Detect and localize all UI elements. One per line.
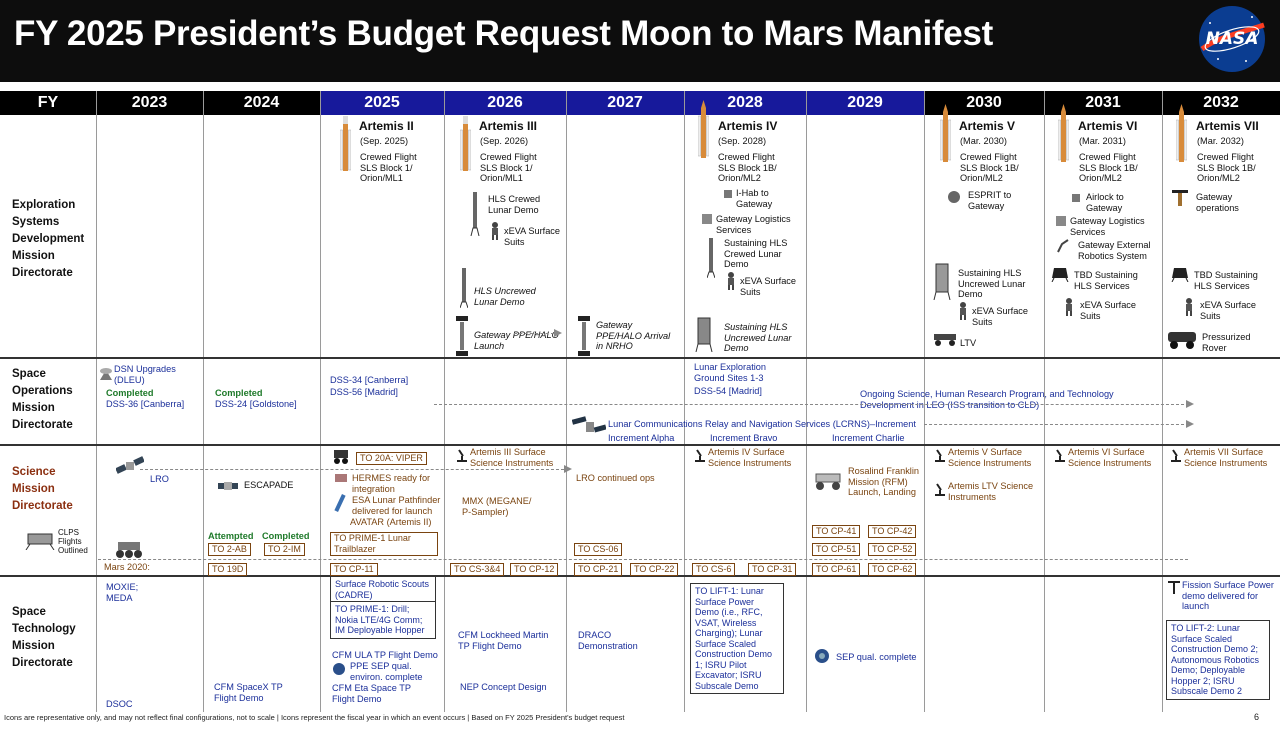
- cfm-spacex: CFM SpaceX TP Flight Demo: [214, 682, 283, 703]
- nasa-logo-icon: [1196, 3, 1268, 75]
- rover-icon: [1166, 330, 1198, 350]
- gateway-icon: [456, 316, 468, 356]
- microscope-icon: [934, 448, 946, 462]
- clps-flights-outlined: CLPS Flights Outlined: [58, 528, 88, 555]
- row-label-somd: Space Operations Mission Directorate: [12, 368, 73, 431]
- artemis-ii-date: (Sep. 2025): [360, 136, 409, 146]
- arrow-icon: [554, 329, 562, 337]
- sls-rocket-icon: [1058, 104, 1069, 164]
- spacesuit-icon: [1184, 298, 1194, 316]
- pressurized-rover: Pressurized Rover: [1202, 332, 1251, 353]
- draco: DRACO Demonstration: [578, 630, 638, 651]
- lander-icon: [460, 268, 468, 308]
- artemis-vi-desc: Crewed Flight SLS Block 1B/ Orion/ML2: [1079, 152, 1138, 183]
- microscope-icon: [934, 482, 946, 496]
- iss-timeline-line: [434, 404, 1184, 405]
- lander-icon: [707, 238, 715, 278]
- artemis-iii-name: Artemis III: [479, 119, 538, 133]
- arrow-icon: [564, 465, 572, 473]
- sls-rocket-icon: [698, 100, 709, 160]
- escapade: ESCAPADE: [244, 480, 294, 490]
- reactor-icon: [1168, 580, 1180, 594]
- row-label-stmd: Space Technology Mission Directorate: [12, 606, 76, 669]
- column-divider: [684, 91, 685, 712]
- spacecraft-icon: [218, 480, 238, 492]
- rover-icon: [114, 536, 144, 560]
- gateway-arrow-line: [514, 333, 554, 334]
- fission-surface-power: Fission Surface Power demo delivered for launch: [1182, 580, 1274, 611]
- column-divider: [203, 91, 204, 712]
- sustaining-hls-crewed: Sustaining HLS Crewed Lunar Demo: [724, 238, 788, 269]
- artemis-ltv-instruments: Artemis LTV Science Instruments: [948, 481, 1034, 502]
- completed-label-2023: Completed: [106, 388, 154, 398]
- xeva-surface-suits-2032: xEVA Surface Suits: [1200, 300, 1257, 321]
- artemis-iv-desc: Crewed Flight SLS Block 1B/ Orion/ML2: [718, 152, 777, 183]
- ltv: LTV: [960, 338, 977, 348]
- cargo-icon: [700, 212, 714, 226]
- artemis-vi-date: (Mar. 2031): [1079, 136, 1126, 146]
- spacesuit-icon: [490, 222, 500, 240]
- completed-label-2024: Completed: [215, 388, 263, 398]
- ppe-sep: PPE SEP qual. environ. complete: [350, 661, 423, 682]
- dss-34: DSS-34 [Canberra]: [330, 375, 409, 385]
- artemis-vii-date: (Mar. 2032): [1197, 136, 1244, 146]
- lift2-box: TO LIFT-2: Lunar Surface Scaled Construction Demo 2; Autonomous Robotics Demo; Deployable Hopper 2; ISRU Subscale Demo 2: [1166, 620, 1270, 700]
- module-icon: [946, 190, 962, 204]
- spacesuit-icon: [726, 272, 736, 290]
- tag-to-cp-31: TO CP-31: [748, 563, 796, 576]
- artemis-v-name: Artemis V: [959, 119, 1016, 133]
- svg-text:NASA: NASA: [1205, 29, 1259, 49]
- sep-thruster-icon: [332, 662, 346, 676]
- header-year-2031: 2031: [1044, 91, 1162, 115]
- artemis-vii-desc: Crewed Flight SLS Block 1B/ Orion/ML2: [1197, 152, 1256, 183]
- attempted-label: Attempted: [208, 531, 254, 541]
- page-number: 6: [1254, 712, 1260, 722]
- row-label-smd: Science Mission Directorate: [12, 466, 73, 512]
- module-icon: [1070, 192, 1082, 204]
- tag-to-2ab: TO 2-AB: [208, 543, 251, 556]
- sls-rocket-icon: [940, 104, 951, 164]
- lander-icon: [470, 192, 480, 236]
- column-divider: [806, 91, 807, 712]
- tag-to-cp-22: TO CP-22: [630, 563, 678, 576]
- tag-to-cp-52: TO CP-52: [868, 543, 916, 556]
- artemis-iii-instruments: Artemis III Surface Science Instruments: [470, 447, 554, 468]
- header-year-2032: 2032: [1162, 91, 1280, 115]
- prime1-box: TO PRIME-1: Drill; Nokia LTE/4G Comm; IM Deployable Hopper: [330, 601, 436, 639]
- mmx: MMX (MEGANE/ P-Sampler): [462, 496, 532, 517]
- hls-crewed-demo: HLS Crewed Lunar Demo: [488, 194, 541, 215]
- dss-54: DSS-54 [Madrid]: [694, 386, 762, 396]
- artemis-iv-instruments: Artemis IV Surface Science Instruments: [708, 447, 792, 468]
- column-divider: [320, 91, 321, 712]
- artemis-iv-name: Artemis IV: [718, 119, 778, 133]
- increment-bravo: Increment Bravo: [710, 433, 778, 443]
- xeva-surface-suits-2026: xEVA Surface Suits: [504, 226, 561, 247]
- sustaining-hls-uncrewed-2028: Sustaining HLS Uncrewed Lunar Demo: [724, 322, 792, 353]
- header-fy: FY: [0, 91, 96, 115]
- lander-icon: [20, 530, 60, 550]
- increment-alpha: Increment Alpha: [608, 433, 675, 443]
- tag-to-cs-06: TO CS-06: [574, 543, 622, 556]
- sls-rocket-icon: [460, 116, 471, 176]
- artemis-vii-instruments: Artemis VII Surface Science Instruments: [1184, 447, 1268, 468]
- row-divider: [0, 444, 1280, 446]
- tag-to-20a-viper: TO 20A: VIPER: [356, 452, 427, 465]
- lander-icon: [1050, 266, 1070, 282]
- gateway-logistics-2028: Gateway Logistics Services: [716, 214, 791, 235]
- header-year-2030: 2030: [924, 91, 1044, 115]
- lift1-box: TO LIFT-1: Lunar Surface Power Demo (i.e., RFC, VSAT, Wireless Charging); Lunar Surface Scaled Construction Demo 1; ISRU Pilot Excavator; ISRU Subscale Demo: [690, 583, 784, 694]
- lcrns-timeline-line: [924, 424, 1184, 425]
- gateway-arrival: Gateway PPE/HALO Arrival in NRHO: [596, 320, 671, 351]
- lander-icon: [694, 316, 714, 352]
- lunar-ground-sites: Lunar Exploration Ground Sites 1-3: [694, 362, 767, 383]
- instrument-icon: [334, 472, 348, 484]
- tbd-sustaining-2031: TBD Sustaining HLS Services: [1074, 270, 1138, 291]
- increment-charlie: Increment Charlie: [832, 433, 905, 443]
- robot-arm-icon: [1056, 238, 1070, 254]
- tag-to-cp-12: TO CP-12: [510, 563, 558, 576]
- lcrns: Lunar Communications Relay and Navigation Services (LCRNS)–Increment: [608, 419, 916, 429]
- dsn-upgrades: DSN Upgrades (DLEU): [114, 364, 176, 385]
- hls-uncrewed-demo: HLS Uncrewed Lunar Demo: [474, 286, 536, 307]
- rover-icon: [332, 448, 350, 464]
- artemis-vi-name: Artemis VI: [1078, 119, 1138, 133]
- lro: LRO: [150, 474, 169, 484]
- tag-to-cp-11: TO CP-11: [330, 563, 378, 576]
- moxie-meda: MOXIE; MEDA: [106, 582, 139, 603]
- artemis-iii-date: (Sep. 2026): [480, 136, 529, 146]
- artemis-iii-desc: Crewed Flight SLS Block 1/ Orion/ML1: [480, 152, 537, 183]
- mars-2020: Mars 2020:: [104, 562, 150, 572]
- xeva-surface-suits-2031: xEVA Surface Suits: [1080, 300, 1137, 321]
- microscope-icon: [694, 448, 706, 462]
- lro-continued-ops: LRO continued ops: [576, 473, 655, 483]
- tag-to-cp-42: TO CP-42: [868, 525, 916, 538]
- tag-to-cp-41: TO CP-41: [812, 525, 860, 538]
- clps-timeline-line: [98, 559, 1188, 560]
- dss-56: DSS-56 [Madrid]: [330, 387, 398, 397]
- ongoing-iss-science: Ongoing Science, Human Research Program, and Technology Development in LEO (ISS transition to CLD): [860, 389, 1114, 410]
- header-year-2023: 2023: [96, 91, 203, 115]
- cargo-icon: [1054, 214, 1068, 228]
- gateway-icon: [1172, 190, 1188, 208]
- artemis-vii-name: Artemis VII: [1196, 119, 1259, 133]
- module-icon: [722, 188, 734, 200]
- row-divider: [0, 357, 1280, 359]
- dss-36: DSS-36 [Canberra]: [106, 399, 185, 409]
- esa-lunar-pathfinder: ESA Lunar Pathfinder delivered for launch: [352, 495, 441, 516]
- artemis-iv-date: (Sep. 2028): [718, 136, 767, 146]
- relay-satellite-icon: [572, 412, 606, 438]
- tag-to-cp-62: TO CP-62: [868, 563, 916, 576]
- tag-to-cp-21: TO CP-21: [574, 563, 622, 576]
- sep-qual: SEP qual. complete: [836, 652, 917, 662]
- cfm-eta: CFM Eta Space TP Flight Demo: [332, 683, 411, 704]
- cfm-lockheed: CFM Lockheed Martin TP Flight Demo: [458, 630, 549, 651]
- header-year-2027: 2027: [566, 91, 684, 115]
- header-year-2029: 2029: [806, 91, 924, 115]
- ihab-to-gateway: I-Hab to Gateway: [736, 188, 773, 209]
- tag-to-19d: TO 19D: [208, 563, 247, 576]
- manifest-grid: [0, 82, 1280, 712]
- column-divider: [1162, 91, 1163, 712]
- footer-note: Icons are representative only, and may not reflect final configurations, not to scale | Icons represent the fiscal year in which an event occurs | Based on FY 2025 President's budget request: [4, 713, 625, 722]
- title-banner: [0, 0, 1280, 82]
- lander-icon: [1170, 266, 1190, 282]
- tag-to-cp-51: TO CP-51: [812, 543, 860, 556]
- column-divider: [566, 91, 567, 712]
- microscope-icon: [456, 448, 468, 462]
- avatar: AVATAR (Artemis II): [350, 517, 432, 527]
- rover-icon: [932, 332, 958, 346]
- artemis-vi-instruments: Artemis VI Surface Science Instruments: [1068, 447, 1152, 468]
- gateway-launch: Gateway PPE/HALO Launch: [474, 330, 559, 351]
- antenna-icon: [98, 366, 114, 382]
- tag-to-2im: TO 2-IM: [264, 543, 305, 556]
- sep-thruster-icon: [814, 648, 830, 664]
- dsoc: DSOC: [106, 699, 133, 709]
- cfm-ula: CFM ULA TP Flight Demo: [332, 650, 438, 660]
- lander-icon: [932, 262, 952, 300]
- arrow-icon: [1186, 400, 1194, 408]
- tag-to-cs-3-4: TO CS-3&4: [450, 563, 504, 576]
- microscope-icon: [1170, 448, 1182, 462]
- column-divider: [444, 91, 445, 712]
- airlock-to-gateway: Airlock to Gateway: [1086, 192, 1124, 213]
- completed-label-clps: Completed: [262, 531, 310, 541]
- lro-timeline-line: [140, 469, 564, 470]
- satellite-icon: [334, 494, 346, 512]
- tag-to-cs-6: TO CS-6: [692, 563, 735, 576]
- gateway-icon: [578, 316, 590, 356]
- gateway-external-robotics: Gateway External Robotics System: [1078, 240, 1151, 261]
- spacesuit-icon: [958, 302, 968, 320]
- dss-24: DSS-24 [Goldstone]: [215, 399, 297, 409]
- artemis-v-desc: Crewed Flight SLS Block 1B/ Orion/ML2: [960, 152, 1019, 183]
- artemis-ii-name: Artemis II: [359, 119, 414, 133]
- sustaining-hls-uncrewed-2030: Sustaining HLS Uncrewed Lunar Demo: [958, 268, 1026, 299]
- sls-rocket-icon: [340, 116, 351, 176]
- header-year-2028: 2028: [684, 91, 806, 115]
- header-year-2025: 2025: [320, 91, 444, 115]
- header-year-2026: 2026: [444, 91, 566, 115]
- cadre-box: Surface Robotic Scouts (CADRE): [330, 576, 436, 603]
- satellite-icon: [116, 456, 144, 476]
- page-title: FY 2025 President’s Budget Request Moon to Mars Manifest: [14, 14, 993, 53]
- tag-to-prime-1: TO PRIME-1 Lunar Trailblazer: [330, 532, 438, 556]
- gateway-operations: Gateway operations: [1196, 192, 1239, 213]
- rosalind-franklin: Rosalind Franklin Mission (RFM) Launch, Landing: [848, 466, 919, 497]
- esprit-to-gateway: ESPRIT to Gateway: [968, 190, 1012, 211]
- xeva-surface-suits-2028: xEVA Surface Suits: [740, 276, 797, 297]
- artemis-ii-desc: Crewed Flight SLS Block 1/ Orion/ML1: [360, 152, 417, 183]
- rover-icon: [812, 468, 844, 492]
- tbd-sustaining-2032: TBD Sustaining HLS Services: [1194, 270, 1258, 291]
- arrow-icon: [1186, 420, 1194, 428]
- header-year-2024: 2024: [203, 91, 320, 115]
- hermes: HERMES ready for integration: [352, 473, 431, 494]
- sls-rocket-icon: [1176, 104, 1187, 164]
- microscope-icon: [1054, 448, 1066, 462]
- tag-to-cp-61: TO CP-61: [812, 563, 860, 576]
- row-label-esdmd: Exploration Systems Development Mission Directorate: [12, 199, 85, 279]
- spacesuit-icon: [1064, 298, 1074, 316]
- artemis-v-date: (Mar. 2030): [960, 136, 1007, 146]
- gateway-logistics-2031: Gateway Logistics Services: [1070, 216, 1145, 237]
- nep-concept: NEP Concept Design: [460, 682, 547, 692]
- column-divider: [96, 91, 97, 712]
- xeva-surface-suits-2030: xEVA Surface Suits: [972, 306, 1029, 327]
- artemis-v-instruments: Artemis V Surface Science Instruments: [948, 447, 1032, 468]
